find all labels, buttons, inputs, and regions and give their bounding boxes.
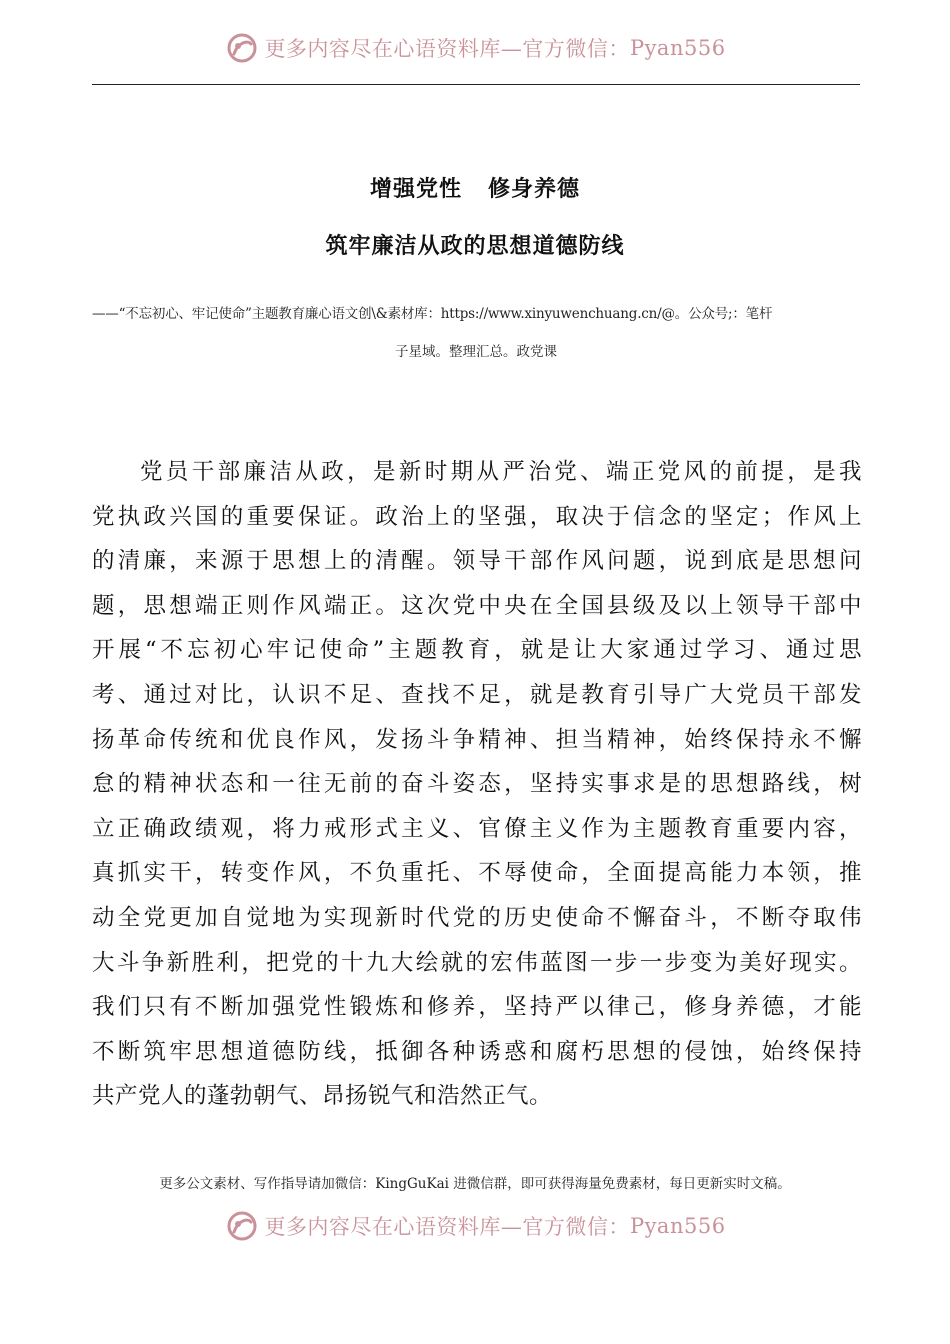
body-line: 扬革命传统和优良作风，发扬斗争精神、担当精神，始终保持永不懈 bbox=[92, 726, 862, 753]
document-title bbox=[0, 172, 950, 203]
banner-wechat-id: Pyan556 bbox=[629, 1214, 726, 1238]
body-paragraph bbox=[92, 450, 862, 1119]
footer-banner bbox=[0, 1206, 950, 1246]
header-divider bbox=[92, 84, 860, 85]
header-banner bbox=[0, 28, 950, 68]
body-line: 怠的精神状态和一往无前的奋斗姿态，坚持实事求是的思想路线，树 bbox=[92, 771, 862, 798]
body-line: 考、通过对比，认识不足、查找不足，就是教育引导广大党员干部发 bbox=[92, 681, 862, 708]
body-line: 共产党人的蓬勃朝气、昂扬锐气和浩然正气。 bbox=[92, 1083, 553, 1110]
body-line: 的清廉，来源于思想上的清醒。领导干部作风问题，说到底是思想问 bbox=[92, 548, 862, 575]
title-part-1: 增强党性 bbox=[369, 177, 462, 202]
brand-logo-icon bbox=[224, 30, 260, 66]
source-line-1: ——“不忘初心、牢记使命”主题教育廉心语文创\&素材库：https://www.xinyuwenchuang.cn/@。公众号;：笔杆 bbox=[92, 306, 773, 322]
body-line: 立正确政绩观，将力戒形式主义、官僚主义作为主题教育重要内容， bbox=[92, 815, 862, 842]
body-line: 我们只有不断加强党性锻炼和修养，坚持严以律己，修身养德，才能 bbox=[92, 994, 862, 1021]
document-subtitle: 筑牢廉洁从政的思想道德防线 bbox=[325, 234, 625, 259]
banner-text: 更多内容尽在心语资料库—官方微信： bbox=[264, 1215, 630, 1239]
body-line: 大斗争新胜利，把党的十九大绘就的宏伟蓝图一步一步变为美好现实。 bbox=[92, 949, 862, 976]
body-line: 不断筑牢思想道德防线，抵御各种诱惑和腐朽思想的侵蚀，始终保持 bbox=[92, 1038, 862, 1065]
banner-wechat-id: Pyan556 bbox=[629, 36, 726, 60]
banner-text: 更多内容尽在心语资料库—官方微信： bbox=[264, 37, 630, 61]
body-line: 开展“不忘初心牢记使命”主题教育，就是让大家通过学习、通过思 bbox=[92, 637, 862, 664]
title-part-2: 修身养德 bbox=[488, 177, 581, 202]
body-line: 党执政兴国的重要保证。政治上的坚强，取决于信念的坚定；作风上 bbox=[92, 503, 862, 530]
body-line: 党员干部廉洁从政，是新时期从严治党、端正党风的前提，是我 bbox=[140, 459, 862, 485]
body-line: 题，思想端正则作风端正。这次党中央在全国县级及以上领导干部中 bbox=[92, 592, 862, 619]
footer-note: 更多公文素材、写作指导请加微信：KingGuKai 进微信群，即可获得海量免费素材，每日更新实时文稿。 bbox=[159, 1176, 791, 1192]
brand-logo-icon bbox=[224, 1208, 260, 1244]
source-line-2: 子星域。整理汇总。政党课 bbox=[395, 344, 557, 360]
body-line: 真抓实干，转变作风，不负重托、不辱使命，全面提高能力本领，推 bbox=[92, 860, 862, 887]
body-line: 动全党更加自觉地为实现新时代党的历史使命不懈奋斗，不断夺取伟 bbox=[92, 904, 862, 931]
